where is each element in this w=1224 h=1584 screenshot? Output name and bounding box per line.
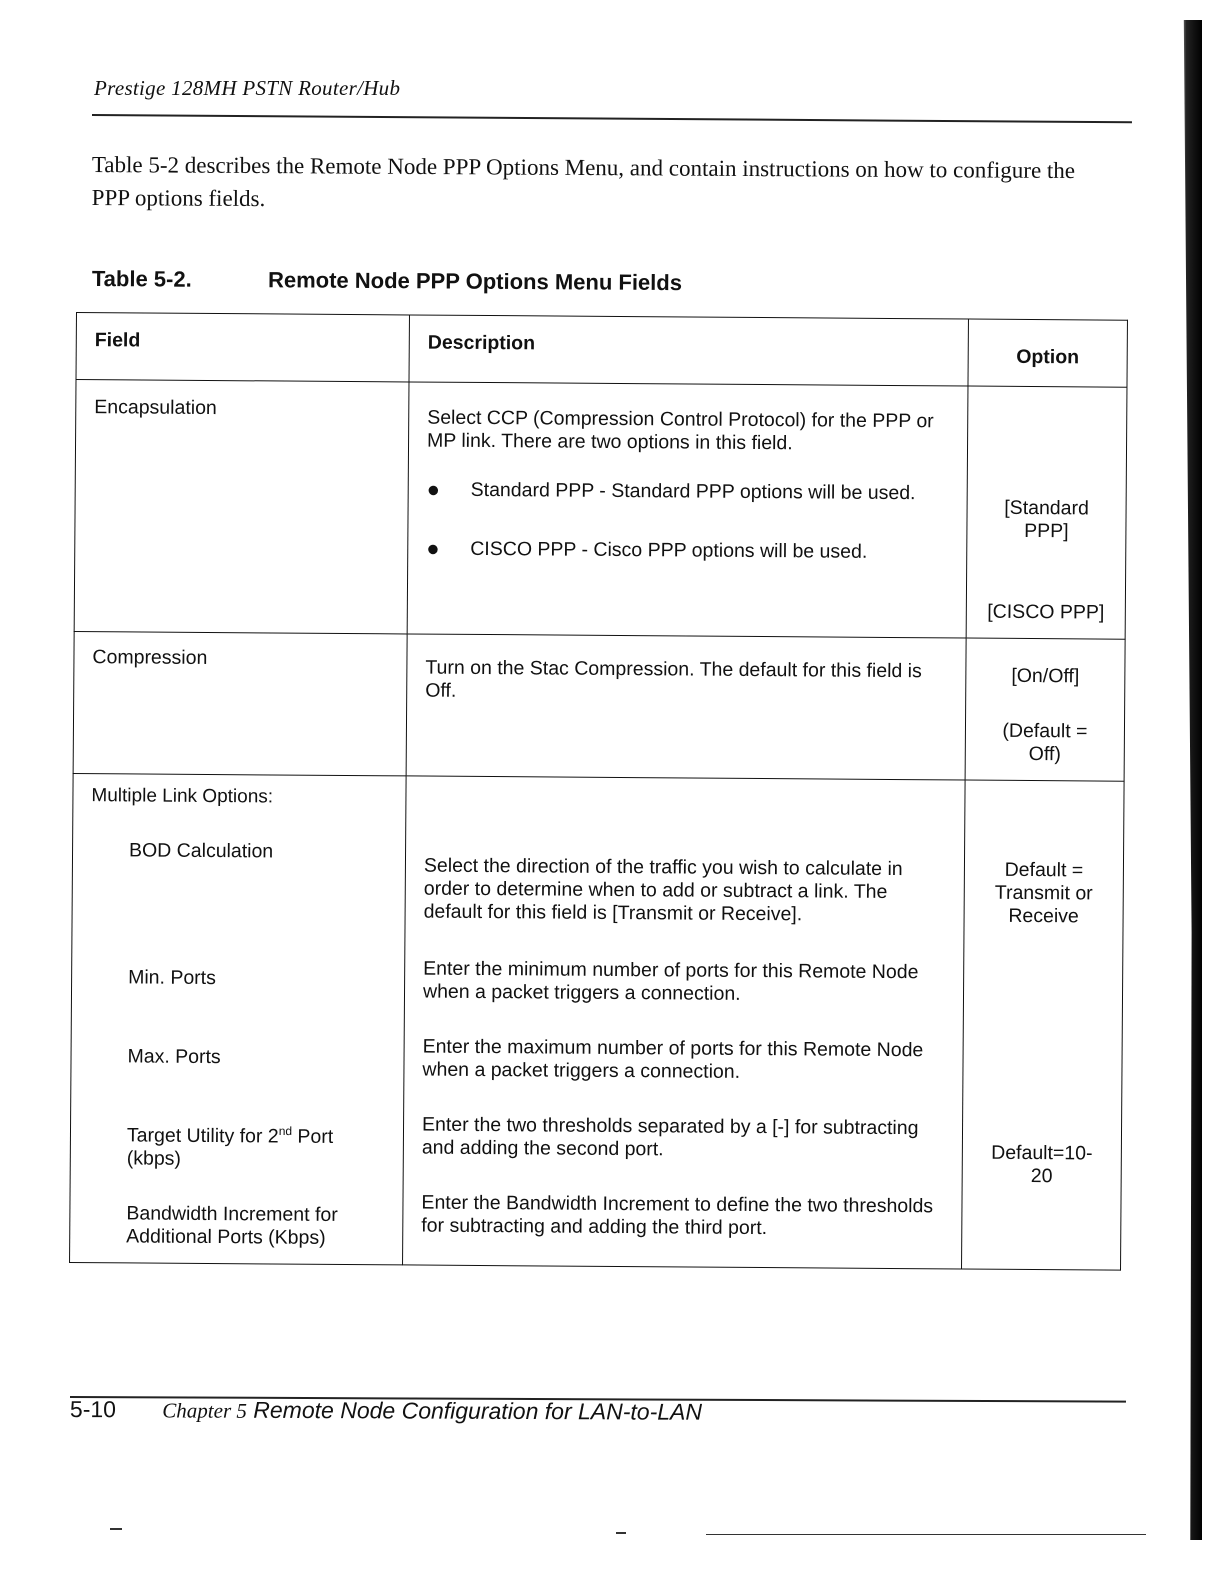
header-description: Description bbox=[409, 315, 968, 386]
table-caption bbox=[92, 266, 892, 298]
cell-field bbox=[73, 631, 407, 775]
scan-mark bbox=[110, 1528, 122, 1530]
list-item bbox=[426, 476, 949, 506]
scan-mark bbox=[706, 1534, 1146, 1535]
field-encapsulation: Encapsulation bbox=[94, 396, 217, 420]
scan-shadow-edge bbox=[1176, 20, 1202, 1540]
field-target-utility-rest: Port (kbps) bbox=[126, 1125, 334, 1170]
cell-description bbox=[406, 634, 966, 780]
table-row-compression bbox=[73, 631, 1125, 781]
encapsulation-description: Select CCP (Compression Control Protocol) for the PPP or MP link. There are two options in this field. bbox=[426, 406, 934, 455]
cell-option bbox=[965, 638, 1125, 781]
cell-description bbox=[407, 382, 968, 638]
target-utility-description: Enter the two thresholds separated by a [-] for subtracting and adding the second port. bbox=[421, 1113, 919, 1161]
bullet-text-standard: Standard PPP - Standard PPP options will be used. bbox=[470, 478, 916, 505]
option-default-off: (Default = Off) bbox=[1002, 719, 1088, 766]
bullet-icon: ● bbox=[426, 476, 441, 502]
header-field: Field bbox=[76, 313, 409, 382]
option-cisco-ppp: [CISCO PPP] bbox=[987, 600, 1105, 624]
table-title: Remote Node PPP Options Menu Fields bbox=[267, 267, 683, 296]
field-bod-calculation: BOD Calculation bbox=[128, 839, 274, 863]
option-standard-ppp: [Standard PPP] bbox=[1004, 496, 1089, 543]
field-target-utility-text: Target Utility for 2 bbox=[126, 1124, 279, 1148]
options-table-wrapper bbox=[69, 312, 1128, 1249]
table-row-multilink bbox=[70, 773, 1125, 1270]
header-option: Option bbox=[968, 319, 1127, 387]
bullet-text-cisco: CISCO PPP - Cisco PPP options will be used. bbox=[470, 537, 868, 563]
running-header: Prestige 128MH PSTN Router/Hub bbox=[94, 76, 401, 100]
min-ports-description: Enter the minimum number of ports for this Remote Node when a packet triggers a connection. bbox=[422, 957, 919, 1005]
cell-field bbox=[74, 380, 409, 634]
field-multilink: Multiple Link Options: bbox=[91, 785, 274, 808]
option-bod-default: Default = Transmit or Receive bbox=[994, 858, 1093, 928]
table-header-row bbox=[76, 313, 1127, 388]
table-row-encapsulation bbox=[74, 380, 1127, 640]
cell-option bbox=[962, 780, 1125, 1270]
list-item bbox=[426, 535, 948, 565]
header-rule bbox=[92, 114, 1132, 123]
option-target-utility-default: Default=10-20 bbox=[991, 1141, 1093, 1188]
cell-description bbox=[403, 776, 966, 1269]
chapter-label: Chapter 5 bbox=[162, 1398, 247, 1423]
options-table bbox=[69, 312, 1128, 1271]
scan-mark bbox=[616, 1532, 626, 1534]
bandwidth-increment-description: Enter the Bandwidth Increment to define the two thresholds for subtracting and adding the third port. bbox=[421, 1191, 934, 1240]
table-number: Table 5-2. bbox=[91, 266, 192, 292]
chapter-title: Remote Node Configuration for LAN-to-LAN bbox=[253, 1396, 703, 1425]
compression-description: Turn on the Stac Compression. The default for this field is Off. bbox=[425, 656, 922, 702]
field-target-utility-sup: nd bbox=[278, 1124, 293, 1139]
cell-option bbox=[966, 386, 1127, 639]
intro-paragraph: Table 5-2 describes the Remote Node PPP Options Menu, and contain instructions on how to configure the PPP options fields. bbox=[91, 151, 1076, 212]
field-max-ports: Max. Ports bbox=[127, 1045, 221, 1069]
field-target-utility bbox=[89, 1124, 385, 1172]
bod-description: Select the direction of the traffic you wish to calculate in order to determine when to add or subtract a link. The default for this field is [Transmit or Receive]. bbox=[423, 854, 903, 926]
page-number: 5-10 bbox=[69, 1396, 117, 1423]
max-ports-description: Enter the maximum number of ports for this Remote Node when a packet triggers a connection. bbox=[422, 1035, 924, 1083]
option-on-off: [On/Off] bbox=[1011, 664, 1080, 688]
field-compression: Compression bbox=[92, 646, 208, 669]
field-bandwidth-increment: Bandwidth Increment for Additional Ports (Kbps) bbox=[126, 1202, 338, 1249]
bullet-icon: ● bbox=[426, 535, 440, 561]
field-min-ports: Min. Ports bbox=[128, 966, 216, 990]
cell-field bbox=[70, 773, 407, 1264]
page-footer bbox=[70, 1396, 702, 1426]
